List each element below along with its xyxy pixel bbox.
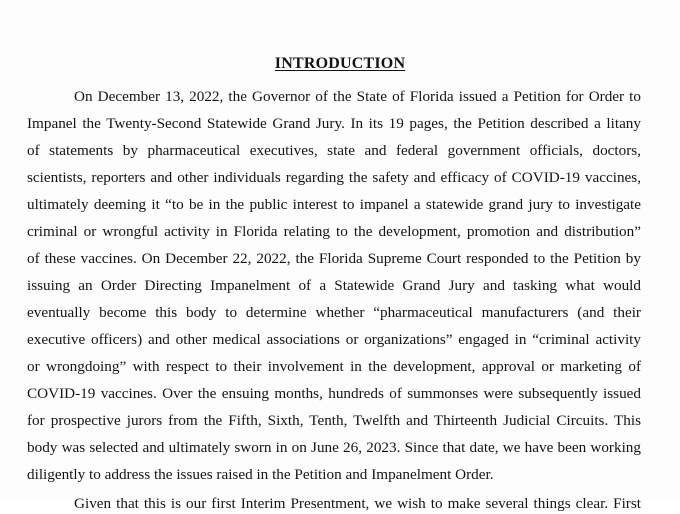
paragraph-line: of statements by pharmaceutical executives, state and federal government officials, doctors,	[27, 142, 641, 159]
paragraph-line: of these vaccines. On December 22, 2022, the Florida Supreme Court responded to the Petition by	[27, 250, 641, 267]
paragraph-line: diligently to address the issues raised in the Petition and Impanelment Order.	[27, 466, 494, 483]
paragraph-line: Impanel the Twenty-Second Statewide Grand Jury. In its 19 pages, the Petition described a litany	[27, 115, 641, 132]
paragraph-line: ultimately deeming it “to be in the public interest to impanel a statewide grand jury to investigate	[27, 196, 641, 213]
paragraph-line: scientists, reporters and other individuals regarding the safety and efficacy of COVID-19 vaccines,	[27, 169, 641, 186]
paragraph-line: COVID-19 vaccines. Over the ensuing months, hundreds of summonses were subsequently issued	[27, 385, 641, 402]
paragraph-line: body was selected and ultimately sworn in on June 26, 2023. Since that date, we have been working	[27, 439, 641, 456]
paragraph-line: or wrongdoing” with respect to their involvement in the development, approval or marketing of	[27, 358, 641, 375]
paragraph-line: On December 13, 2022, the Governor of the State of Florida issued a Petition for Order to	[74, 88, 641, 105]
section-heading: INTRODUCTION	[274, 55, 406, 72]
paragraph-line: criminal or wrongful activity in Florida relating to the development, promotion and distribution”	[27, 223, 641, 240]
cut-off-paragraph-line: Given that this is our first Interim Presentment, we wish to make several things clear. First	[74, 495, 641, 512]
paragraph-line: issuing an Order Directing Impanelment of a Statewide Grand Jury and tasking what would	[27, 277, 641, 294]
paragraph-line: for prospective jurors from the Fifth, Sixth, Tenth, Twelfth and Thirteenth Judicial Circuits. This	[27, 412, 641, 429]
paragraph-line: eventually become this body to determine whether “pharmaceutical manufacturers (and their	[27, 304, 641, 321]
paragraph-line: executive officers) and other medical associations or organizations” engaged in “criminal activity	[27, 331, 641, 348]
